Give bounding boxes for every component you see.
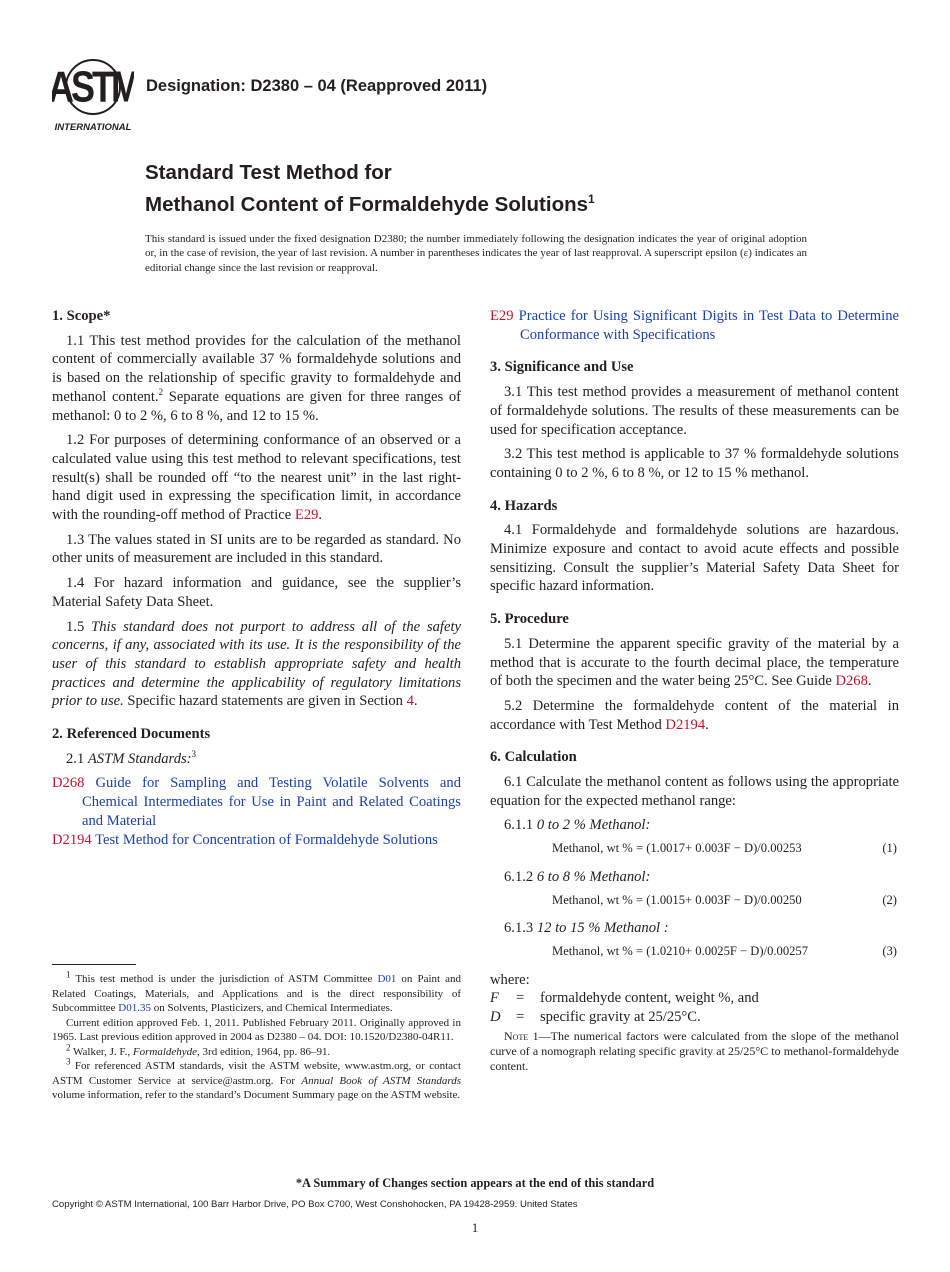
where-label: where: [490,971,530,988]
text: For referenced ASTM standards, visit the ASTM website, www.astm.org, or contact ASTM Customer Service at service@astm.org. For [52,1060,461,1087]
reference-title-link[interactable]: Practice for Using Significant Digits in Test Data to Determine Conformance with Specifications [518,308,899,343]
text: 1.5 [66,618,92,635]
reference-title-link[interactable]: Guide for Sampling and Testing Volatile Solvents and Chemical Intermediates for Use in Paint and Related Coatings and Material [82,775,462,829]
intro-paragraph: This standard is issued under the fixed designation D2380; the number immediately following the designation indicates the year of original adoption or, in the case of revision, the year of last revision. A number in parentheses indicates the year of last reapproval. A superscript epsilon (ε) indicates an editorial change since the last revision or reapproval. [145,233,807,274]
astm-logo [52,57,134,133]
paragraph [490,773,899,810]
text: 6.1 Calculate the methanol content as follows using the appropriate equation for the expected methanol range: [490,774,899,809]
footnote-ref[interactable]: 1 [66,969,71,980]
reference-link[interactable]: D2194 [665,716,706,733]
paragraph [52,332,461,426]
equation-text: Methanol, wt % = (1.0015+ 0.003F − D)/0.00250 [552,892,802,907]
equation-text: Methanol, wt % = (1.0017+ 0.003F − D)/0.00253 [552,841,802,856]
text: 3.2 This test method is applicable to 37 % formaldehyde solutions containing 0 to 2 %, 6 to 8 %, or 12 to 15 % methanol. [490,446,899,481]
referenced-document [490,307,899,344]
equals: = [516,990,525,1007]
footnote [52,1016,461,1045]
paragraph [490,445,899,482]
reference-title-link[interactable]: Test Method for Concentration of Formaldehyde Solutions [95,831,438,848]
text: 2.1 [66,750,88,767]
note-label: Note 1 [504,1028,539,1043]
section-heading: 2. Referenced Documents [52,726,211,743]
text: 1.3 The values stated in SI units are to be regarded as standard. No other units of measurement are included in this standard. [52,531,461,567]
footnote-ref[interactable]: 3 [66,1056,71,1067]
summary-of-changes-note: *A Summary of Changes section appears at the end of this standard [295,1176,655,1190]
equation [552,839,897,858]
section-heading: 5. Procedure [490,611,569,628]
text: Separate equations are given for three ranges of methanol: 0 to 2 %, 6 to 8 %, and 12 to 15 %. [52,388,461,424]
footnote-ref[interactable]: 2 [158,386,164,397]
text: This test method is under the jurisdiction of ASTM Committee [70,973,378,985]
text: Current edition approved Feb. 1, 2011. Published February 2011. Originally approved in 1965. Last previous edition approved in 2004 as D2380 – 04. DOI: 10.1520/D2380-04R11. [52,1016,461,1043]
title-line-2: Methanol Content of Formaldehyde Solutions [145,192,589,216]
text: 1.1 This test method provides for the calculation of the methanol content of commercially available 37 % formaldehyde solutions and is based on the relationship of specific gravity to formaldehyde and methanol content. [52,332,461,405]
paragraph [52,431,461,525]
text: on Paint and Related Coatings, Materials, and Applications and is the direct responsibility of Subcommittee [52,973,461,1014]
italic-text: Formaldehyde [132,1045,198,1058]
note-text: —The numerical factors were calculated from the slope of the methanol curve of a nomograph relating specific gravity at 25/25°C to methanol-formaldehyde content. [490,1028,900,1073]
reference-link[interactable]: E29 [294,507,319,524]
designation: Designation: D2380 – 04 (Reapproved 2011) [146,77,488,95]
text: 1.2 For purposes of determining conformance of an observed or a calculated value using this test method to relevant specifications, test result(s) shall be rounded off “to the nearest unit” in the last right-hand digit used in expressing the specification limit, in accordance with the rounding-off method of Practice [52,432,461,524]
footnote [52,969,461,1016]
section-heading: 4. Hazards [490,497,558,514]
reference-link[interactable]: D2194 [52,831,92,848]
footnotes [52,969,461,1103]
italic-text: 6 to 8 % Methanol: [536,868,651,885]
text: 5.2 Determine the formaldehyde content of the material in accordance with Test Method [490,697,899,733]
equals: = [516,1009,525,1026]
footnote-ref[interactable]: 2 [66,1041,71,1052]
section-heading: 3. Significance and Use [490,359,634,376]
footnote-divider [52,964,136,965]
variable-symbol: D [490,1009,501,1026]
text: . [867,673,872,690]
document-title [145,160,595,218]
section-heading: 1. Scope* [52,308,111,324]
note [490,1029,899,1074]
text: 6.1.2 [504,868,537,885]
paragraph [490,383,899,439]
paragraph [490,697,899,734]
reference-link[interactable]: D268 [835,673,868,690]
text: Walker, J. F., [70,1045,133,1058]
variable-symbol: F [490,990,499,1007]
text: volume information, refer to the standard’s Document Summary page on the ASTM website. [52,1089,461,1101]
paragraph [52,574,461,611]
paragraph [490,521,899,596]
italic-text: 0 to 2 % Methanol: [536,817,651,834]
paragraph [52,618,461,712]
reference-link[interactable]: E29 [490,308,514,324]
svg-text:ASTM: ASTM [52,63,134,112]
text: 6.1.3 [504,920,537,937]
section-heading: 6. Calculation [490,749,577,766]
italic-text: This standard does not purport to address all of the safety concerns, if any, associated with its use. It is the responsibility of the user of this standard to establish appropriate safety and health practices and determine the applicability of regulatory limitations prior to use. [52,618,461,710]
paragraph [490,635,899,691]
subsection-heading [504,868,899,887]
footnote [52,1056,461,1103]
equation-number: (2) [882,892,897,907]
variable-definition [490,989,899,1008]
text: 6.1.1 [504,817,537,834]
reference-title-link[interactable]: D01.35 [118,1002,151,1014]
reference-link[interactable]: 4 [406,693,414,710]
referenced-document [52,831,461,850]
text: 4.1 Formaldehyde and formaldehyde solutions are hazardous. Minimize exposure and contact to avoid acute effects and possible sensitizing. Consult the supplier’s Material Safety Data Sheet for specific hazard information. [490,522,899,595]
footnote [52,1041,461,1060]
text: 3.1 This test method provides a measurement of methanol content of formaldehyde solutions. The results of these measurements can be used for specification acceptance. [490,384,899,438]
text: . [318,507,323,524]
text: , 3rd edition, 1964, pp. 86–91. [197,1045,331,1058]
italic-text: Annual Book of ASTM Standards [301,1074,461,1087]
svg-text:INTERNATIONAL: INTERNATIONAL [54,122,132,133]
equation-number: (3) [882,943,897,958]
equation-number: (1) [882,841,897,856]
left-column [52,307,461,849]
title-line-1: Standard Test Method for [145,161,392,184]
italic-text: 12 to 15 % Methanol : [536,920,669,937]
subsection-heading [504,816,899,835]
paragraph [52,531,461,568]
paragraph [52,750,461,769]
subsection-heading [504,919,899,938]
equation-text: Methanol, wt % = (1.0210+ 0.0025F − D)/0.00257 [552,943,809,958]
title-footnote-ref[interactable]: 1 [588,192,595,206]
italic-text: ASTM Standards: [87,750,192,767]
reference-link[interactable]: D268 [52,775,85,792]
page-number: 1 [471,1220,479,1235]
variable-description: formaldehyde content, weight %, and [540,990,759,1007]
footnote-ref[interactable]: 3 [191,748,197,759]
text: . [413,693,418,710]
text: on Solvents, Plasticizers, and Chemical Intermediates. [151,1002,393,1014]
copyright: Copyright © ASTM International, 100 Barr Harbor Drive, PO Box C700, West Conshohocken, PA 19428-2959. United States [52,1199,578,1210]
text: 1.4 For hazard information and guidance, see the supplier’s Material Safety Data Sheet. [52,575,461,610]
variable-description: specific gravity at 25/25°C. [540,1009,701,1026]
variable-definition [490,1008,899,1027]
equation [552,942,897,961]
text [84,775,95,791]
text: 5.1 Determine the apparent specific gravity of the material by a method that is accurate to the fourth decimal place, the temperature of both the specimen and the water being 25°C. See Guide [490,635,899,690]
referenced-document [52,774,462,830]
reference-title-link[interactable]: D01 [377,973,397,985]
text: Specific hazard statements are given in Section [123,693,407,710]
text: . [705,716,709,733]
right-column [490,307,899,1074]
equation [552,891,897,910]
